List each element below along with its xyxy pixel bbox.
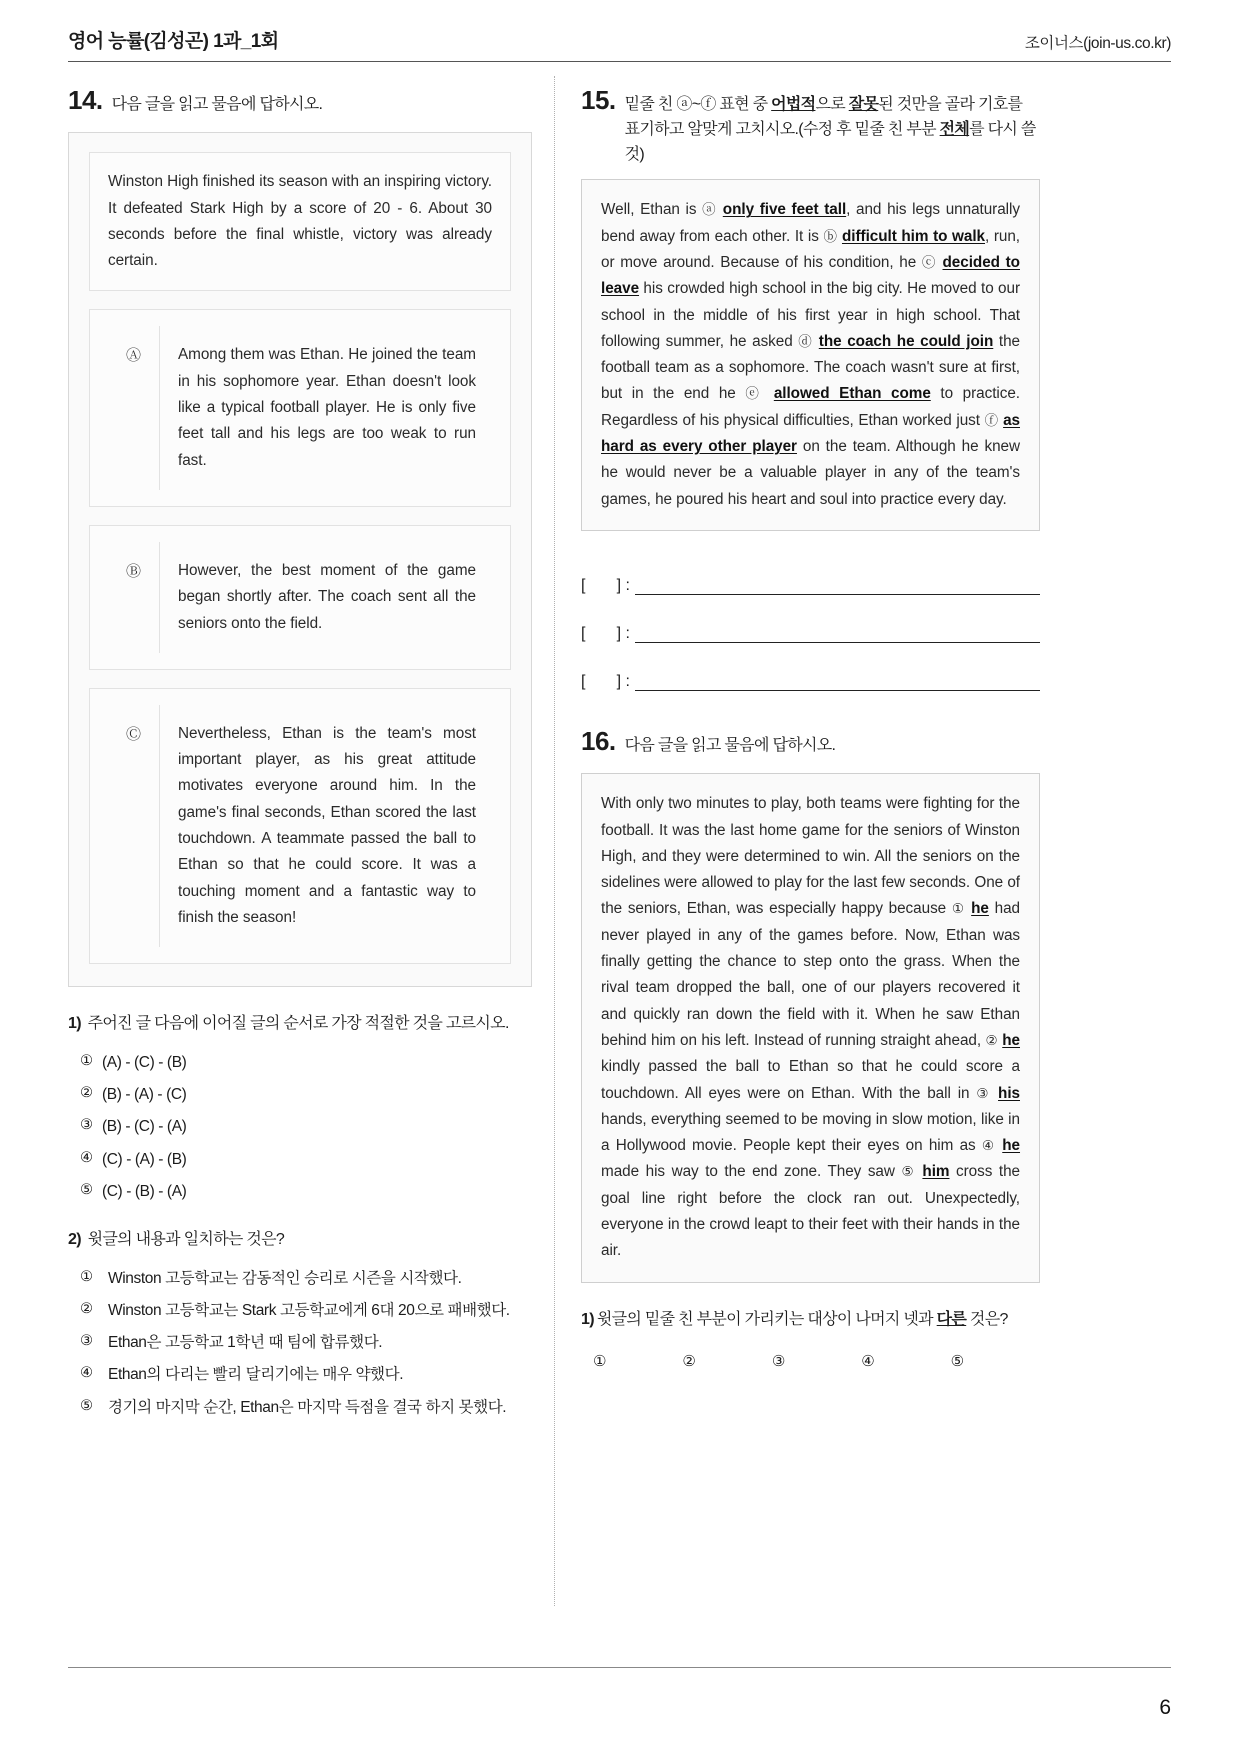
passage-block-b-body [160,542,492,653]
choice-item[interactable] [68,1115,532,1138]
circled-marker: ⓔ [745,386,765,402]
passage-run: kindly passed the ball to Ethan so that he could score a touchdown. All eyes were on Ethan. With the ball in [601,1058,1020,1102]
circled-marker: ⓑ [823,228,838,244]
q15-prompt-seg1: 밑줄 친 ⓐ~ⓕ 표현 중 [624,96,772,113]
header-divider [68,61,1171,62]
choice-number: ④ [80,1149,93,1166]
passage-run: had never played in any of the games before. Now, Ethan was finally getting the chance to step onto the grass. When the rival team dropped the ball, one of our players recovered it and quickly ran down the field with it. When he saw Ethan behind him on his left. Instead of running straight ahead, [601,900,1020,1049]
question-14-sub1-number: 1) [68,1015,81,1033]
question-16-passage-box [581,773,1040,1282]
choice-item[interactable] [68,1180,532,1203]
choice-item[interactable] [68,1083,532,1106]
passage-run: Well, Ethan is [601,201,703,219]
passage-run: his crowded high school in the big city. He moved to our school in the middle of his first year in high school. That following summer, he asked [601,280,1020,350]
question-16-prompt: 다음 글을 읽고 물음에 답하시오. [624,736,836,754]
passage-block-a [89,309,511,506]
choice-item[interactable] [68,1051,532,1074]
choice-number: ② [80,1300,93,1317]
question-15-prompt [625,93,1040,167]
passage-run: With only two minutes to play, both teams were fighting for the football. It was the last home game for the seniors of Winston High, and they were determined to win. All the seniors on the sidelines were allowed to play for the last few seconds. One of the seniors, Ethan, was especially happy because [601,795,1020,918]
q16-sub1-seg2: 것은? [966,1310,1008,1328]
circled-marker: ① [951,901,966,917]
answer-line[interactable] [635,580,1040,595]
question-15-number: 15. [581,85,616,115]
passage-run: the football team as a sophomore. The coach wasn't sure at first, but in the end he [601,332,1021,403]
choice-item[interactable] [68,1267,532,1290]
choice-label: (C) - (B) - (A) [102,1182,187,1200]
question-14-number: 14. [68,85,103,115]
passage-block-c-text: Nevertheless, Ethan is the team's most important player, as his great attitude motivates everyone around him. In the game's final seconds, Ethan scored the last touchdown. A teammate passed the ball to Ethan so that he could score. It was a touching moment and a fantastic way to finish the season! [178,724,476,926]
passage-block-c-body [160,705,492,947]
choice-item[interactable] [68,1396,532,1419]
question-14-sub2-number: 2) [68,1231,81,1249]
passage-block-b-label: Ⓑ [108,542,160,653]
question-14-sub2-choices [68,1267,532,1419]
answer-line[interactable] [635,676,1040,691]
passage-intro-text: Winston High finished its season with an inspiring victory. It defeated Stark High by a score of 20 - 6. About 30 seconds before the final whistle, victory was already certain. [108,173,492,270]
circled-marker: ② [985,1032,998,1048]
choice-option[interactable]: ③ [771,1353,786,1371]
underlined-expression: the coach he could join [818,332,994,350]
passage-run: to practice. Regardless of his physical difficulties, Ethan worked just [601,385,1021,429]
question-14-sub1-text: 주어진 글 다음에 이어질 글의 순서로 가장 적절한 것을 고르시오. [87,1015,509,1033]
underlined-expression: he [971,900,989,918]
choice-number: ③ [80,1117,93,1134]
answer-bracket: [ ] : [581,672,630,690]
q15-prompt-bold2: 잘못 [848,96,879,113]
underlined-expression: him [922,1163,950,1181]
underlined-expression: allowed Ethan come [773,385,931,403]
answer-bracket: [ ] : [581,576,630,594]
q15-prompt-bold3: 전체 [939,120,970,138]
question-14-heading [68,80,532,120]
circled-marker: ④ [981,1138,996,1154]
choice-number: ⑤ [80,1397,93,1414]
question-15-passage-box [581,179,1040,531]
passage-run: , run, or move around. Because of his condition, he [601,227,1021,271]
question-14-sub1 [68,1011,532,1037]
circled-marker: ⑤ [901,1164,916,1180]
choice-item[interactable] [68,1331,532,1354]
q16-sub1-bold: 다른 [936,1310,967,1328]
choice-option[interactable]: ② [682,1353,696,1371]
question-16-passage-text [601,791,1020,1264]
question-14-prompt: 다음 글을 읽고 물음에 답하시오. [111,96,323,113]
answer-bracket: [ ] : [581,624,630,642]
passage-run: , and his legs unnaturally bend away from each other. It is [601,201,1020,245]
passage-block-c [89,688,511,964]
choice-number: ① [80,1052,93,1069]
q15-prompt-seg2: 으로 [815,96,849,113]
choice-option[interactable]: ⑤ [950,1353,965,1371]
passage-run: made his way to the end zone. They saw [601,1163,902,1181]
passage-run: cross the goal line right before the clock ran out. Unexpectedly, everyone in the crowd leapt to their feet with their hands in the air. [601,1163,1020,1260]
underlined-expression: he [1002,1031,1020,1049]
choice-number: ⑤ [80,1181,93,1198]
left-column [68,76,554,1606]
passage-run [991,1085,998,1102]
question-16-choice-row [581,1352,1040,1370]
choice-item[interactable] [68,1363,532,1386]
answer-blank-row[interactable] [581,673,1040,691]
page-header [68,0,1171,61]
passage-block-a-body [160,326,492,489]
choice-option[interactable]: ① [593,1353,607,1371]
choice-number: ④ [80,1365,93,1382]
question-16-number: 16. [581,725,616,756]
choice-label: 경기의 마지막 순간, Ethan은 마지막 득점을 결국 하지 못했다. [108,1398,507,1416]
two-column-body [68,76,1171,1606]
question-15-heading [581,80,1040,167]
passage-intro-box [89,152,511,291]
underlined-expression: he [1002,1137,1021,1155]
choice-label: Winston 고등학교는 Stark 고등학교에게 6대 20으로 패배했다. [108,1301,510,1319]
right-column [554,76,1040,1606]
question-16-sub1-number: 1) [581,1310,594,1328]
circled-marker: ⓐ [702,202,718,218]
passage-block-b-text: However, the best moment of the game began shortly after. The coach sent all the seniors onto the field. [178,561,476,632]
choice-label: (B) - (A) - (C) [102,1086,187,1104]
choice-number: ③ [80,1333,93,1350]
underlined-expression: difficult him to walk [841,227,986,245]
choice-item[interactable] [68,1299,532,1322]
circled-marker: ③ [976,1085,992,1101]
answer-line[interactable] [635,628,1040,643]
question-14-sub2-text: 윗글의 내용과 일치하는 것은? [87,1231,285,1249]
q15-prompt-seg4: 를 다시 쓸 것) [624,120,1036,163]
question-14-passage-container [68,132,532,987]
question-15-answer-blanks [581,577,1040,691]
underlined-expression: decided to leave [601,253,1020,298]
header-title-right: 조이너스(join-us.co.kr) [1024,35,1171,52]
choice-label: Winston 고등학교는 감동적인 승리로 시즌을 시작했다. [108,1269,462,1287]
passage-run: hands, everything seemed to be moving in slow motion, like in a Hollywood movie. People kept their eyes on him as [601,1110,1020,1155]
header-title-left: 영어 능률(김성곤) 1과_1회 [68,31,279,52]
choice-label: (B) - (C) - (A) [102,1118,187,1136]
question-14-sub1-choices [68,1051,532,1203]
circled-marker: ⓒ [921,254,937,270]
choice-number: ① [80,1268,93,1285]
choice-number: ② [80,1085,93,1102]
q15-prompt-bold1: 어법적 [771,96,816,113]
choice-label: (A) - (C) - (B) [102,1053,187,1071]
choice-label: Ethan은 고등학교 1학년 때 팀에 합류했다. [108,1334,383,1352]
answer-blank-row[interactable] [581,625,1040,643]
underlined-expression: his [998,1084,1020,1102]
page-number: 6 [1159,1696,1171,1719]
question-16-heading [581,721,1040,761]
question-14-sub2 [68,1227,532,1253]
choice-label: (C) - (A) - (B) [102,1150,187,1168]
choice-item[interactable] [68,1148,532,1171]
underlined-expression: only five feet tall [722,201,847,219]
question-16-sub1 [581,1307,1040,1333]
circled-marker: ⓕ [984,412,999,428]
q16-sub1-seg1: 윗글의 밑줄 친 부분이 가리키는 대상이 나머지 넷과 [596,1310,937,1328]
q15-prompt-seg3: 된 것만을 골라 기호를 표기하고 알맞게 고치시오.(수정 후 밑줄 친 부분 [624,96,1023,138]
question-15-passage-text [601,197,1020,513]
footer-divider [68,1667,1171,1668]
passage-run [764,385,774,402]
underlined-expression: as hard as every other player [601,411,1020,456]
passage-block-a-text: Among them was Ethan. He joined the team in his sophomore year. Ethan doesn't look like a typical football player. He is only five feet tall and his legs are too weak to run fast. [178,346,476,469]
choice-option[interactable]: ④ [861,1353,875,1371]
circled-marker: ⓓ [798,333,814,349]
passage-block-a-label: Ⓐ [108,326,160,489]
passage-run: on the team. Although he knew he would never be a valuable player in any of the team's games, he poured his heart and soul into practice every day. [601,438,1020,508]
passage-block-c-label: Ⓒ [108,705,160,947]
answer-blank-row[interactable] [581,577,1040,595]
passage-block-b [89,525,511,670]
choice-label: Ethan의 다리는 빨리 달리기에는 매우 약했다. [108,1366,404,1384]
